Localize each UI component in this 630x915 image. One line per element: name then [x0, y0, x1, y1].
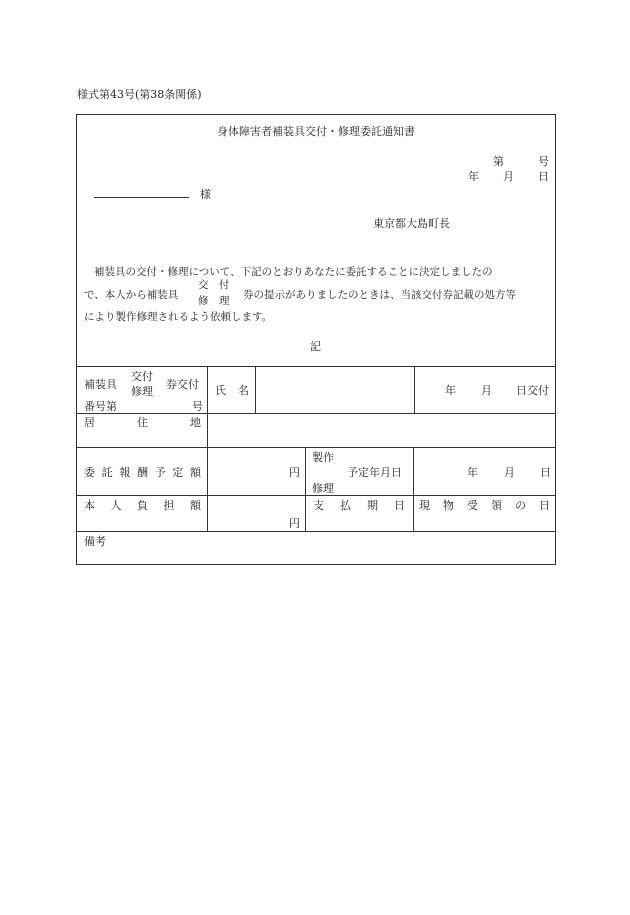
r3-seisaku: 製作	[312, 451, 334, 464]
r4-genbutsu-char-3: 受	[467, 499, 478, 512]
r2-char-2: 住	[137, 416, 148, 429]
r4-shiharai-label	[313, 497, 405, 513]
r3-shuri: 修理	[312, 482, 334, 495]
number-dai: 第	[493, 155, 504, 168]
body-line-2b: 券の提示がありましたのときは、当該交付券記載の処方等	[243, 289, 516, 301]
r3-char-7: 額	[189, 466, 201, 479]
table-vline-a	[207, 366, 208, 531]
r4-genbutsu-char-1: 現	[419, 499, 430, 512]
r1-kofu: 交付	[131, 370, 153, 383]
table-line-1	[76, 366, 556, 367]
r3-char-2: 託	[101, 466, 113, 479]
r4-char-1: 本	[84, 499, 95, 512]
body-shuri: 修 理	[198, 295, 230, 307]
table-line-3	[76, 447, 556, 448]
r4-char-2: 人	[110, 499, 122, 512]
issuer-name: 東京都大島町長	[373, 217, 450, 230]
ki-mark: 記	[310, 340, 321, 353]
table-vline-b	[255, 366, 256, 413]
r3-char-3: 報	[119, 466, 131, 479]
r4-en: 円	[289, 517, 300, 530]
r1-shimei-2: 名	[238, 384, 249, 397]
r4-honnin-label	[84, 497, 201, 513]
r4-char-3: 負	[137, 499, 148, 512]
r3-char-5: 予	[154, 466, 166, 479]
table-vline-d	[305, 447, 306, 531]
date-day: 日	[538, 170, 549, 183]
r4-char-5: 額	[190, 499, 201, 512]
r3-date-tsuki: 月	[504, 466, 515, 479]
r4-shiharai-char-1: 支	[313, 499, 324, 512]
r3-char-1: 委	[84, 466, 95, 479]
r3-en: 円	[289, 466, 300, 479]
table-line-5	[76, 531, 556, 532]
document-title: 身体障害者補装具交付・修理委託通知書	[217, 125, 415, 138]
r4-genbutsu-char-6: 日	[539, 499, 550, 512]
number-go: 号	[538, 155, 549, 168]
r4-genbutsu-char-2: 物	[443, 499, 454, 512]
r1-go: 号	[192, 400, 203, 413]
r1-hosogu: 補装具	[84, 378, 117, 391]
form-number-label: 様式第43号(第38条関係)	[77, 88, 202, 101]
r3-char-4: 酬	[136, 466, 148, 479]
body-kofu: 交 付	[198, 279, 230, 291]
r3-itaku-label	[84, 464, 201, 480]
r1-ken-kofu: 券交付	[166, 378, 199, 391]
body-line-1: 補装具の交付・修理について、下記のとおりあなたに委託することに決定しましたの	[94, 266, 493, 278]
r1-bango-dai: 番号第	[84, 400, 117, 413]
r4-genbutsu-char-5: の	[515, 499, 526, 512]
r2-char-3: 地	[190, 416, 201, 429]
table-vline-c	[414, 366, 415, 413]
r1-shuri: 修理	[131, 385, 153, 398]
r3-date-hi: 日	[540, 466, 551, 479]
r1-shimei-1: 氏	[215, 384, 226, 397]
r4-genbutsu-char-4: 領	[491, 499, 502, 512]
r4-shiharai-char-4: 日	[394, 499, 405, 512]
r1-date-hi-kofu: 日交付	[516, 384, 549, 397]
r4-shiharai-char-3: 期	[367, 499, 378, 512]
r2-char-1: 居	[84, 416, 95, 429]
table-vline-e	[413, 447, 414, 531]
r4-shiharai-char-2: 払	[340, 499, 351, 512]
r4-genbutsu-label	[419, 497, 550, 513]
r3-date-nen: 年	[467, 466, 478, 479]
r1-date-nen: 年	[445, 384, 456, 397]
body-line-2a: で、本人から補装具	[84, 289, 179, 301]
addressee-sama: 様	[200, 188, 211, 201]
r3-char-6: 定	[172, 466, 184, 479]
r4-char-4: 担	[163, 499, 175, 512]
date-year: 年	[468, 170, 479, 183]
date-month: 月	[503, 170, 514, 183]
r3-yotei: 予定年月日	[347, 466, 402, 479]
r5-biko: 備考	[84, 535, 106, 548]
body-line-3: により製作修理されるよう依頼します。	[84, 311, 273, 323]
r2-kyojuchi-label	[84, 414, 201, 430]
r1-date-tsuki: 月	[481, 384, 492, 397]
addressee-underline	[94, 197, 189, 198]
